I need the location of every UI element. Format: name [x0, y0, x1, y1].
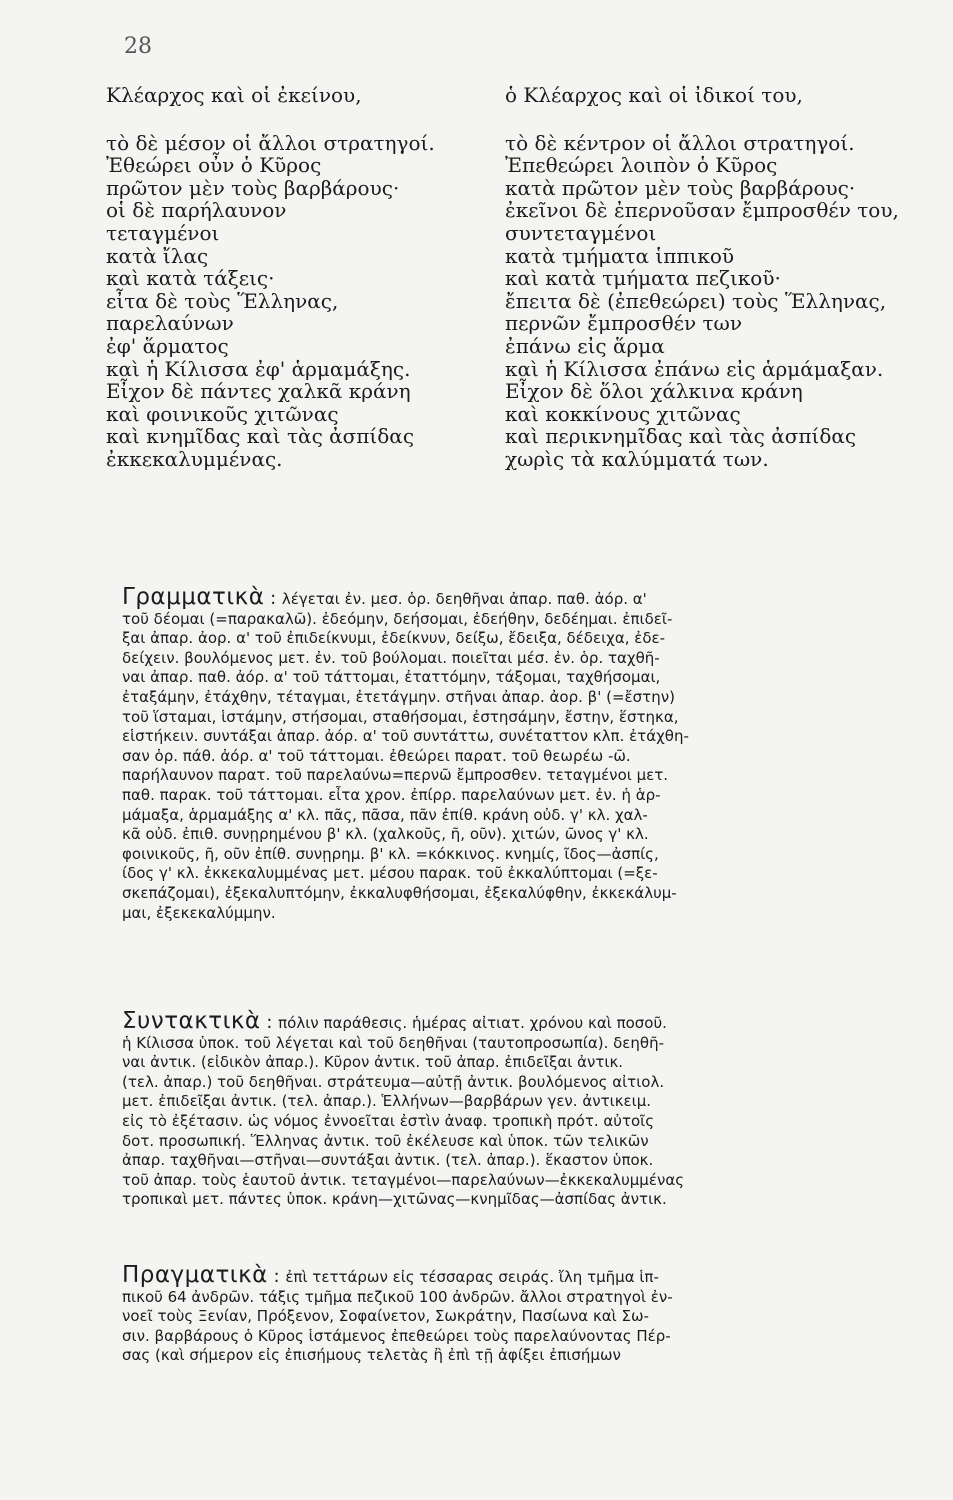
- translation-line: συντεταγμένοι: [505, 220, 657, 245]
- translation-line: κατὰ τμήματα ἱππικοῦ: [505, 243, 735, 268]
- translation-line: καὶ κοκκίνους χιτῶνας: [505, 401, 741, 426]
- grammar-line: ξαι ἀπαρ. ἀορ. α' τοῦ ἐπιδείκνυμι, ἐδείκνυν, δείξω, ἔδειξα, δέδειχα, ἐδε-: [122, 629, 666, 648]
- grammar-line: μαι, ἐξεκεκαλύμμην.: [122, 903, 276, 922]
- grammar-line: τοῦ δέομαι (=παρακαλῶ). ἐδεόμην, δεήσομαι, ἐδεήθην, δεδέημαι. ἐπιδεῖ-: [122, 609, 673, 628]
- grammar-line: λέγεται ἐν. μεσ. ὁρ. δεηθῆναι ἀπαρ. παθ. ἀόρ. α': [281, 590, 647, 608]
- translation-column: [505, 84, 945, 471]
- realia-line: νοεῖ τοὺς Ξενίαν, Πρόξενον, Σοφαίνετον, Σωκράτην, Πασίωνα καὶ Σω-: [122, 1307, 649, 1326]
- translation-line: χωρὶς τὰ καλύμματά των.: [505, 446, 769, 471]
- translation-line: Εἶχον δὲ ὅλοι χάλκινα κράνη: [505, 379, 803, 404]
- translation-line: ἐπάνω εἰς ἅρμα: [505, 333, 665, 358]
- syntax-line: τοῦ ἀπαρ. τοὺς ἑαυτοῦ ἀντικ. τεταγμένοι—παρελαύνων—ἐκκεκαλυμμένας: [122, 1170, 685, 1189]
- grammar-line: ναι ἀπαρ. παθ. ἀόρ. α' τοῦ τάττομαι, ἐταττόμην, τάξομαι, ταχθήσομαι,: [122, 668, 661, 687]
- grammar-line: ίδος γ' κλ. ἐκκεκαλυμμένας μετ. μέσου παρακ. τοῦ ἐκκαλύπτομαι (=ξε-: [122, 864, 658, 883]
- syntax-line: δοτ. προσωπική. Ἕλληνας ἀντικ. τοῦ ἐκέλευσε καὶ ὑποκ. τῶν τελικῶν: [122, 1131, 649, 1150]
- realia-line: ἐπὶ τεττάρων εἰς τέσσαρας σειράς. ἴλη τμῆμα ἱπ-: [285, 1268, 659, 1286]
- original-line: Εἶχον δὲ πάντες χαλκᾶ κράνη: [106, 379, 411, 404]
- original-line: Κλέαρχος καὶ οἱ ἐκείνου,: [106, 83, 362, 107]
- realia-line: σας (καὶ σήμερον εἰς ἐπισήμους τελετὰς ἢ ἐπὶ τῇ ἀφίξει ἐπισήμων: [122, 1346, 621, 1365]
- original-line: τὸ δὲ μέσον οἱ ἄλλοι στρατηγοί.: [106, 130, 435, 155]
- original-line: Ἐθεώρει οὖν ὁ Κῦρος: [106, 153, 322, 178]
- realia-heading: Πραγματικὰ: [122, 1262, 268, 1288]
- grammar-line: φοινικοῦς, ῆ, οῦν ἐπίθ. συνῃρημ. β' κλ. =κόκκινος. κνημίς, ῖδος—ἀσπίς,: [122, 844, 659, 863]
- grammar-line: εἱστήκειν. συντάξαι ἀπαρ. ἀόρ. α' τοῦ συντάττω, συνέταττον κλπ. ἐτάχθη-: [122, 727, 689, 746]
- grammar-line: μάμαξα, ἁρμαμάξης α' κλ. πᾶς, πᾶσα, πᾶν ἐπίθ. κράνη οὐδ. γ' κλ. χαλ-: [122, 805, 648, 824]
- original-line: οἱ δὲ παρήλαυνον: [106, 198, 287, 223]
- original-line: παρελαύνων: [106, 311, 234, 336]
- translation-line: Ἐπεθεώρει λοιπὸν ὁ Κῦρος: [505, 153, 778, 178]
- translation-line: ἔπειτα δὲ (ἐπεθεώρει) τοὺς Ἕλληνας,: [505, 288, 887, 313]
- syntax-line: ἀπαρ. ταχθῆναι—στῆναι—συντάξαι ἀντικ. (τελ. ἀπαρ.). ἕκαστον ὑποκ.: [122, 1151, 654, 1170]
- translation-line: καὶ κατὰ τμήματα πεζικοῦ·: [505, 266, 781, 291]
- grammar-line: σαν ὁρ. πάθ. ἀόρ. α' τοῦ τάττομαι. ἐθεώρει παρατ. τοῦ θεωρέω -ῶ.: [122, 746, 631, 765]
- realia-line: πικοῦ 64 ἀνδρῶν. τάξις τμῆμα πεζικοῦ 100 ἀνδρῶν. ἄλλοι στρατηγοὶ ἐν-: [122, 1287, 673, 1306]
- grammar-line: παθ. παρακ. τοῦ τάττομαι. εἶτα χρον. ἐπίρρ. παρελαύνων μετ. ἐν. ἡ ἁρ-: [122, 785, 661, 804]
- grammar-line: τοῦ ἵσταμαι, ἱστάμην, στήσομαι, σταθήσομαι, ἐστησάμην, ἔστην, ἕστηκα,: [122, 707, 679, 726]
- grammar-heading: Γραμματικὰ: [122, 584, 265, 610]
- original-line: κατὰ ἴλας: [106, 243, 209, 268]
- translation-line: περνῶν ἔμπροσθέν των: [505, 311, 743, 336]
- translation-line: ἐκεῖνοι δὲ ἐπερνοῦσαν ἔμπροσθέν του,: [505, 198, 899, 223]
- translation-line: τὸ δὲ κέντρον οἱ ἄλλοι στρατηγοί.: [505, 130, 855, 155]
- grammar-notes: Γραμματικὰ : λέγεται ἐν. μεσ. ὁρ. δεηθῆναι ἀπαρ. παθ. ἀόρ. α' τοῦ δέομαι (=παρακαλῶ). ἐδεόμην, δεήσομαι, ἐδεήθην, δεδέημαι. ἐπιδεῖ- ξαι ἀπαρ. ἀορ. α' τοῦ ἐπιδείκνυμι, ἐδείκνυν, δείξω, ἔδειξα, δέδειχα, ἐδε- δείχειν. βουλόμενος μετ. ἐν. τοῦ βούλομαι. ποιεῖται μέσ. ἐν. ὁρ. ταχθῆ- ναι ἀπαρ. παθ. ἀόρ. α' τοῦ τάττομαι, ἐταττόμην, τάξομαι, ταχθήσομαι, ἐταξάμην, ἐτάχθην, τέταγμαι, ἐτετάγμην. στῆναι ἀπαρ. ἀορ. β' (=ἔστην) τοῦ ἵσταμαι, ἱστάμην, στήσομαι, σταθήσομαι, ἐστησάμην, ἔστην, ἕστηκα, εἱστήκειν. συντάξαι ἀπαρ. ἀόρ. α' τοῦ συντάττω, συνέταττον κλπ. ἐτάχθη- σαν ὁρ. πάθ. ἀόρ. α' τοῦ τάττομαι. ἐθεώρει παρατ. τοῦ θεωρέω -ῶ. παρήλαυνον παρατ. τοῦ παρελαύνω=περνῶ ἔμπροσθεν. τεταγμένοι μετ. παθ. παρακ. τοῦ τάττομαι. εἶτα χρον. ἐπίρρ. παρελαύνων μετ. ἐν. ἡ ἁρ- μάμαξα, ἁρμαμάξης α' κλ. πᾶς, πᾶσα, πᾶν ἐπίθ. κράνη οὐδ. γ' κλ. χαλ- κᾶ οὐδ. ἐπιθ. συνῃρημένου β' κλ. (χαλκοῦς, ῆ, οῦν). χιτών, ῶνος γ' κλ. φοινικοῦς, ῆ, οῦν ἐπίθ. συνῃρημ. β' κλ. =κόκκινος. κνημίς, ῖδος—ἀσπίς, ίδος γ' κλ. ἐκκεκαλυμμένας μετ. μέσου παρακ. τοῦ ἐκκαλύπτομαι (=ξε- σκεπάζομαι), ἐξεκαλυπτόμην, ἐκκαλυφθήσομαι, ἐξεκαλύφθην, ἐκκεκάλυμ- μαι, ἐξεκεκαλύμμην.: [122, 588, 930, 923]
- grammar-line: κᾶ οὐδ. ἐπιθ. συνῃρημένου β' κλ. (χαλκοῦς, ῆ, οῦν). χιτών, ῶνος γ' κλ.: [122, 825, 649, 844]
- syntax-line: μετ. ἐπιδεῖξαι ἀντικ. (τελ. ἀπαρ.). Ἑλλήνων—βαρβάρων γεν. ἀντικειμ.: [122, 1092, 652, 1111]
- translation-line: κατὰ πρῶτον μὲν τοὺς βαρβάρους·: [505, 175, 856, 200]
- syntax-line: (τελ. ἀπαρ.) τοῦ δεηθῆναι. στράτευμα—αὐτῇ ἀντικ. βουλόμενος αἰτιολ.: [122, 1072, 665, 1091]
- grammar-line: ἐταξάμην, ἐτάχθην, τέταγμαι, ἐτετάγμην. στῆναι ἀπαρ. ἀορ. β' (=ἔστην): [122, 687, 675, 706]
- original-line: καὶ κατὰ τάξεις·: [106, 266, 275, 291]
- syntax-heading: Συντακτικὰ: [122, 1008, 261, 1034]
- grammar-line: παρήλαυνον παρατ. τοῦ παρελαύνω=περνῶ ἔμπροσθεν. τεταγμένοι μετ.: [122, 766, 669, 785]
- realia-line: σιν. βαρβάρους ὁ Κῦρος ἱστάμενος ἐπεθεώρει τοὺς παρελαύνοντας Πέρ-: [122, 1326, 671, 1345]
- syntax-notes: Συντακτικὰ : πόλιν παράθεσις. ἡμέρας αἰτιατ. χρόνου καὶ ποσοῦ. ἡ Κίλισσα ὑποκ. τοῦ λέγεται καὶ τοῦ δεηθῆναι (ταυτοπροσωπία). δεηθῆ- ναι ἀντικ. (εἰδικὸν ἀπαρ.). Κῦρον ἀντικ. τοῦ ἀπαρ. ἐπιδεῖξαι ἀντικ. (τελ. ἀπαρ.) τοῦ δεηθῆναι. στράτευμα—αὐτῇ ἀντικ. βουλόμενος αἰτιολ. μετ. ἐπιδεῖξαι ἀντικ. (τελ. ἀπαρ.). Ἑλλήνων—βαρβάρων γεν. ἀντικειμ. εἰς τὸ ἐξέτασιν. ὡς νόμος ἐννοεῖται ἐστὶν ἀναφ. τροπικὴ πρότ. αὐτοῖς δοτ. προσωπική. Ἕλληνας ἀντικ. τοῦ ἐκέλευσε καὶ ὑποκ. τῶν τελικῶν ἀπαρ. ταχθῆναι—στῆναι—συντάξαι ἀντικ. (τελ. ἀπαρ.). ἕκαστον ὑποκ. τοῦ ἀπαρ. τοὺς ἑαυτοῦ ἀντικ. τεταγμένοι—παρελαύνων—ἐκκεκαλυμμένας τροπικαὶ μετ. πάντες ὑποκ. κράνη—χιτῶνας—κνημῖδας—ἀσπίδας ἀντικ.: [122, 1012, 930, 1210]
- grammar-line: δείχειν. βουλόμενος μετ. ἐν. τοῦ βούλομαι. ποιεῖται μέσ. ἐν. ὁρ. ταχθῆ-: [122, 648, 660, 667]
- original-line: καὶ ἡ Κίλισσα ἐφ' ἁρμαμάξης.: [106, 356, 411, 381]
- syntax-line: τροπικαὶ μετ. πάντες ὑποκ. κράνη—χιτῶνας—κνημῖδας—ἀσπίδας ἀντικ.: [122, 1190, 667, 1209]
- translation-line: καὶ περικνημῖδας καὶ τὰς ἀσπίδας: [505, 424, 857, 449]
- original-line: καὶ κνημῖδας καὶ τὰς ἀσπίδας: [106, 424, 415, 449]
- original-text-column: [106, 84, 496, 471]
- translation-line: καὶ ἡ Κίλισσα ἐπάνω εἰς ἁρμάμαξαν.: [505, 356, 884, 381]
- original-line: τεταγμένοι: [106, 220, 220, 245]
- translation-line: ὁ Κλέαρχος καὶ οἱ ἰδικοί του,: [505, 83, 803, 107]
- page-number: 28: [124, 34, 152, 59]
- original-line: ἐκκεκαλυμμένας.: [106, 446, 283, 471]
- original-line: ἐφ' ἅρματος: [106, 333, 229, 358]
- realia-notes: Πραγματικὰ : ἐπὶ τεττάρων εἰς τέσσαρας σειράς. ἴλη τμῆμα ἱπ- πικοῦ 64 ἀνδρῶν. τάξις τμῆμα πεζικοῦ 100 ἀνδρῶν. ἄλλοι στρατηγοὶ ἐν- νοεῖ τοὺς Ξενίαν, Πρόξενον, Σοφαίνετον, Σωκράτην, Πασίωνα καὶ Σω- σιν. βαρβάρους ὁ Κῦρος ἱστάμενος ἐπεθεώρει τοὺς παρελαύνοντας Πέρ- σας (καὶ σήμερον εἰς ἐπισήμους τελετὰς ἢ ἐπὶ τῇ ἀφίξει ἐπισήμων: [122, 1266, 930, 1366]
- original-line: εἶτα δὲ τοὺς Ἕλληνας,: [106, 288, 339, 313]
- original-line: καὶ φοινικοῦς χιτῶνας: [106, 401, 339, 426]
- grammar-line: σκεπάζομαι), ἐξεκαλυπτόμην, ἐκκαλυφθήσομαι, ἐξεκαλύφθην, ἐκκεκάλυμ-: [122, 883, 677, 902]
- syntax-line: ναι ἀντικ. (εἰδικὸν ἀπαρ.). Κῦρον ἀντικ. τοῦ ἀπαρ. ἐπιδεῖξαι ἀντικ.: [122, 1053, 624, 1072]
- original-line: πρῶτον μὲν τοὺς βαρβάρους·: [106, 175, 400, 200]
- syntax-line: πόλιν παράθεσις. ἡμέρας αἰτιατ. χρόνου καὶ ποσοῦ.: [278, 1014, 667, 1032]
- syntax-line: ἡ Κίλισσα ὑποκ. τοῦ λέγεται καὶ τοῦ δεηθῆναι (ταυτοπροσωπία). δεηθῆ-: [122, 1033, 664, 1052]
- syntax-line: εἰς τὸ ἐξέτασιν. ὡς νόμος ἐννοεῖται ἐστὶν ἀναφ. τροπικὴ πρότ. αὐτοῖς: [122, 1111, 655, 1130]
